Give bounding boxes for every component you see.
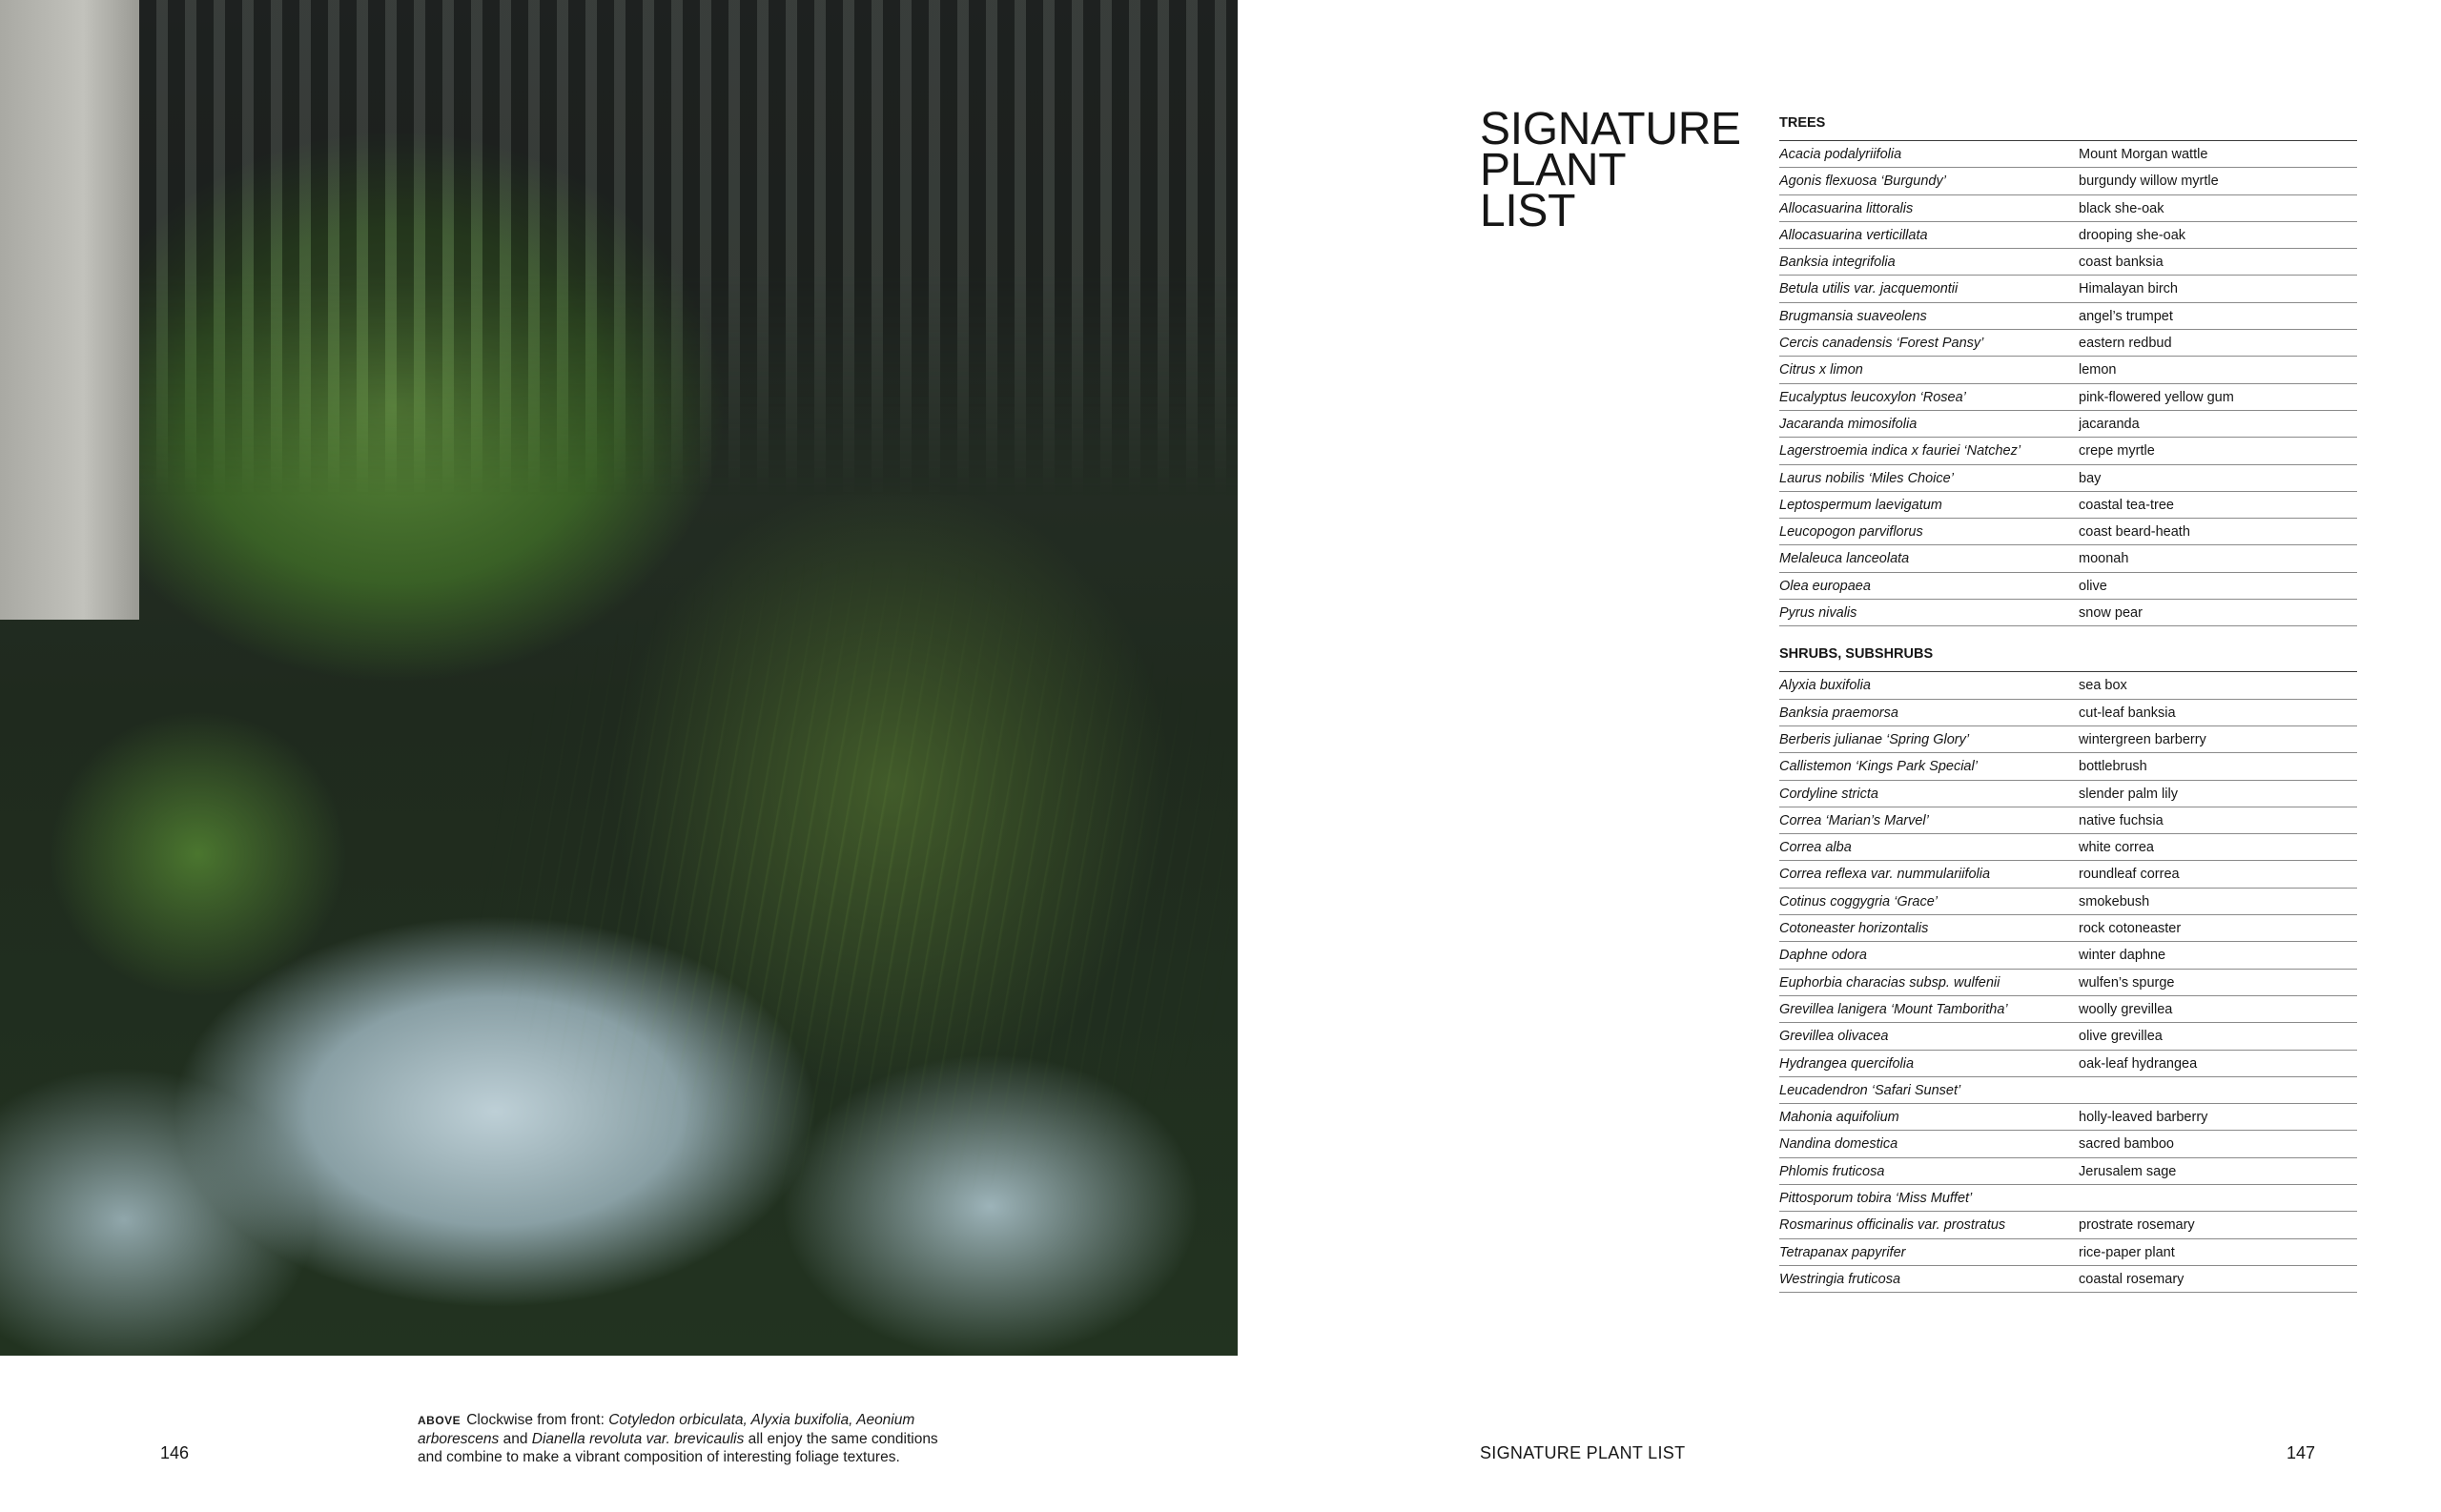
common-name: coast beard-heath: [2079, 524, 2190, 541]
plant-row: [1779, 1158, 2357, 1185]
plant-row: [1779, 573, 2357, 600]
plant-row: [1779, 276, 2357, 302]
page-title: [1480, 104, 1741, 236]
plant-row: [1779, 700, 2357, 726]
section-heading: SHRUBS, SUBSHRUBS: [1779, 644, 2357, 672]
common-name: smokebush: [2079, 893, 2150, 909]
common-name: wulfen’s spurge: [2079, 974, 2175, 991]
plant-row: [1779, 889, 2357, 915]
botanical-name: Tetrapanax papyrifer: [1779, 1244, 1906, 1260]
botanical-name: Leucopogon parviflorus: [1779, 524, 1923, 541]
common-name: olive: [2079, 578, 2107, 594]
caption-lead: ABOVE: [418, 1414, 462, 1427]
plant-row: [1779, 1266, 2357, 1293]
plant-row: [1779, 465, 2357, 492]
common-name: woolly grevillea: [2079, 1001, 2173, 1017]
botanical-name: Banksia integrifolia: [1779, 255, 1896, 271]
plant-row: [1779, 1185, 2357, 1212]
plant-row: [1779, 1212, 2357, 1238]
plant-row: [1779, 600, 2357, 626]
common-name: roundleaf correa: [2079, 867, 2180, 883]
right-page-number: 147: [2287, 1443, 2316, 1462]
plant-row: [1779, 807, 2357, 834]
botanical-name: Correa reflexa var. nummulariifolia: [1779, 867, 1991, 883]
botanical-name: Brugmansia suaveolens: [1779, 308, 1927, 324]
botanical-name: Allocasuarina littoralis: [1779, 200, 1914, 216]
common-name: bottlebrush: [2079, 759, 2147, 775]
common-name: crepe myrtle: [2079, 443, 2155, 460]
caption-species-1: Cotyledon orbiculata, Alyxia buxifolia, Aeonium arborescens: [418, 1412, 915, 1447]
botanical-name: Acacia podalyriifolia: [1779, 147, 1902, 162]
common-name: Jerusalem sage: [2079, 1163, 2177, 1179]
common-name: sacred bamboo: [2079, 1136, 2174, 1153]
botanical-name: Pittosporum tobira ‘Miss Muffet’: [1779, 1190, 1973, 1206]
caption-text-3: all enjoy the same conditions and combine to make a vibrant composition of interesting foliage textures.: [418, 1431, 938, 1465]
common-name: olive grevillea: [2079, 1029, 2163, 1045]
plant-row: [1779, 545, 2357, 572]
common-name: holly-leaved barberry: [2079, 1110, 2208, 1126]
plant-row: [1779, 303, 2357, 330]
plant-row: [1779, 1051, 2357, 1077]
botanical-name: Callistemon ‘Kings Park Special’: [1779, 759, 1978, 775]
plant-row: [1779, 222, 2357, 249]
plant-row: [1779, 1104, 2357, 1131]
plant-row: [1779, 519, 2357, 545]
common-name: cut-leaf banksia: [2079, 705, 2176, 721]
plant-row: [1779, 330, 2357, 357]
botanical-name: Mahonia aquifolium: [1779, 1110, 1899, 1126]
common-name: slender palm lily: [2079, 786, 2178, 802]
common-name: rock cotoneaster: [2079, 921, 2182, 937]
common-name: rice-paper plant: [2079, 1244, 2175, 1260]
common-name: sea box: [2079, 678, 2127, 694]
botanical-name: Cotoneaster horizontalis: [1779, 921, 1929, 937]
common-name: coast banksia: [2079, 255, 2164, 271]
plant-row: [1779, 834, 2357, 861]
botanical-name: Correa alba: [1779, 840, 1852, 856]
common-name: prostrate rosemary: [2079, 1217, 2195, 1234]
plant-row: [1779, 915, 2357, 942]
common-name: Himalayan birch: [2079, 281, 2178, 297]
botanical-name: Lagerstroemia indica x fauriei ‘Natchez’: [1779, 443, 2021, 460]
plant-row: [1779, 753, 2357, 780]
common-name: [2079, 1185, 2357, 1211]
botanical-name: Banksia praemorsa: [1779, 705, 1898, 721]
botanical-name: Melaleuca lanceolata: [1779, 551, 1910, 567]
common-name: pink-flowered yellow gum: [2079, 389, 2234, 405]
plant-row: [1779, 384, 2357, 411]
left-page-number: 146: [160, 1443, 190, 1462]
botanical-name: Hydrangea quercifolia: [1779, 1055, 1915, 1072]
page-title-line1: SIGNATURE: [1480, 104, 1741, 154]
common-name: coastal rosemary: [2079, 1271, 2185, 1287]
botanical-name: Jacaranda mimosifolia: [1779, 416, 1918, 432]
botanical-name: Betula utilis var. jacquemontii: [1779, 281, 1959, 297]
plant-row: [1779, 357, 2357, 383]
botanical-name: Eucalyptus leucoxylon ‘Rosea’: [1779, 389, 1966, 405]
common-name: burgundy willow myrtle: [2079, 174, 2219, 190]
botanical-name: Berberis julianae ‘Spring Glory’: [1779, 731, 1970, 747]
common-name: native fuchsia: [2079, 812, 2164, 828]
botanical-name: Grevillea lanigera ‘Mount Tamboritha’: [1779, 1001, 2008, 1017]
common-name: Mount Morgan wattle: [2079, 147, 2208, 162]
plant-row: [1779, 1131, 2357, 1157]
plant-row: [1779, 195, 2357, 222]
common-name: [2079, 1077, 2357, 1103]
botanical-name: Cordyline stricta: [1779, 786, 1878, 802]
plant-row: [1779, 970, 2357, 996]
botanical-name: Westringia fruticosa: [1779, 1271, 1901, 1287]
page-title-line2: PLANT LIST: [1480, 145, 1626, 236]
botanical-name: Laurus nobilis ‘Miles Choice’: [1779, 470, 1954, 486]
botanical-name: Pyrus nivalis: [1779, 605, 1857, 622]
botanical-name: Grevillea olivacea: [1779, 1029, 1889, 1045]
common-name: drooping she-oak: [2079, 227, 2186, 243]
plant-row: [1779, 411, 2357, 438]
caption-text-1: Clockwise from front:: [466, 1412, 609, 1428]
plant-row: [1779, 168, 2357, 194]
plant-row: [1779, 672, 2357, 699]
plant-row: [1779, 861, 2357, 888]
botanical-name: Phlomis fruticosa: [1779, 1163, 1885, 1179]
common-name: white correa: [2079, 840, 2154, 856]
botanical-name: Olea europaea: [1779, 578, 1871, 594]
plant-row: [1779, 1023, 2357, 1050]
common-name: eastern redbud: [2079, 336, 2172, 352]
plant-list: [1779, 112, 2357, 1293]
common-name: angel’s trumpet: [2079, 308, 2173, 324]
plant-row: [1779, 942, 2357, 969]
running-footer: SIGNATURE PLANT LIST: [1480, 1443, 1686, 1462]
botanical-name: Leptospermum laevigatum: [1779, 497, 1942, 513]
common-name: jacaranda: [2079, 416, 2140, 432]
botanical-name: Euphorbia characias subsp. wulfenii: [1779, 974, 2000, 991]
plant-row: [1779, 249, 2357, 276]
botanical-name: Citrus x limon: [1779, 362, 1863, 378]
plant-row: [1779, 781, 2357, 807]
plant-row: [1779, 1239, 2357, 1266]
caption-species-2: Dianella revoluta var. brevicaulis: [531, 1431, 745, 1447]
plant-row: [1779, 996, 2357, 1023]
plant-row: [1779, 1077, 2357, 1104]
botanical-name: Rosmarinus officinalis var. prostratus: [1779, 1217, 2006, 1234]
botanical-name: Cotinus coggygria ‘Grace’: [1779, 893, 1938, 909]
section-heading: TREES: [1779, 112, 2357, 141]
botanical-name: Leucadendron ‘Safari Sunset’: [1779, 1082, 1961, 1098]
plant-row: [1779, 438, 2357, 464]
common-name: winter daphne: [2079, 948, 2166, 964]
botanical-name: Correa ‘Marian’s Marvel’: [1779, 812, 1929, 828]
caption-text-2: and: [499, 1431, 532, 1447]
common-name: snow pear: [2079, 605, 2143, 622]
botanical-name: Alyxia buxifolia: [1779, 678, 1871, 694]
common-name: black she-oak: [2079, 200, 2164, 216]
plant-row: [1779, 726, 2357, 753]
botanical-name: Daphne odora: [1779, 948, 1867, 964]
plant-row: [1779, 492, 2357, 519]
common-name: bay: [2079, 470, 2102, 486]
botanical-name: Agonis flexuosa ‘Burgundy’: [1779, 174, 1946, 190]
photo-caption: [418, 1411, 952, 1466]
garden-photo: [0, 0, 1238, 1356]
plant-row: [1779, 141, 2357, 168]
common-name: oak-leaf hydrangea: [2079, 1055, 2198, 1072]
botanical-name: Allocasuarina verticillata: [1779, 227, 1928, 243]
botanical-name: Cercis canadensis ‘Forest Pansy’: [1779, 336, 1984, 352]
common-name: lemon: [2079, 362, 2117, 378]
botanical-name: Nandina domestica: [1779, 1136, 1898, 1153]
common-name: moonah: [2079, 551, 2129, 567]
common-name: wintergreen barberry: [2079, 731, 2206, 747]
grass-foliage: [0, 0, 1238, 1356]
common-name: coastal tea-tree: [2079, 497, 2174, 513]
